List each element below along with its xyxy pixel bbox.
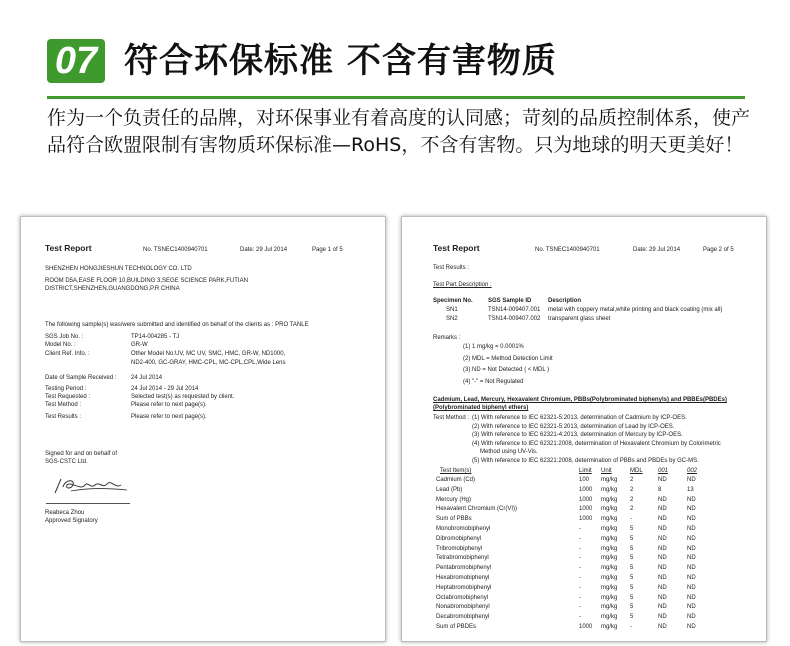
specimen-id: TSN14-009407.001 [488,307,541,313]
table-cell: 5 [630,565,634,572]
table-cell: mg/kg [601,555,618,562]
table-cell: - [579,575,581,581]
table-header-cell: MDL [630,468,643,474]
table-cell: ND [687,477,696,483]
field-label: SGS Job No. : [45,334,84,340]
table-cell: 5 [630,604,634,611]
spec-header-id: SGS Sample ID [488,298,532,304]
table-cell: 1000 [579,496,593,503]
table-cell: mg/kg [601,624,618,630]
submitted-statement: The following sample(s) was/were submitted and identified on behalf of the clients as : PRO TANLE [45,322,309,328]
table-cell: 5 [630,535,634,542]
field-label: Test Requested : [45,394,91,400]
test-method-label: Test Method : [433,415,470,421]
report-number: No. TSNEC1400940701 [143,247,208,253]
section-number-badge: 07 [47,39,105,83]
table-cell: Sum of PBBs [436,516,472,523]
table-cell: Pentabromobiphenyl [436,565,492,572]
field-value: Please refer to next page(s). [131,402,207,408]
table-cell: - [579,526,581,532]
section-title: 符合环保标准 不含有害物质 [124,41,557,81]
field-label: Test Method : [45,402,82,408]
table-cell: 2 [630,486,634,493]
table-cell: mg/kg [601,565,618,572]
report-title: Test Report [45,243,92,253]
table-cell: ND [687,555,696,562]
table-cell: Nonabromobiphenyl [436,604,490,611]
table-cell: mg/kg [601,575,618,581]
table-cell: ND [658,506,667,513]
table-cell: ND [658,555,667,562]
table-cell: ND [658,535,667,542]
field-value: ND2-400, GC-GRAY, HMC-CPL, MC-CPL,CPL,Wide Lens [131,360,286,366]
table-cell: Cadmium (Cd) [436,477,476,483]
remarks-label: Remarks : [433,335,461,341]
table-cell: ND [687,604,696,611]
table-cell: ND [687,565,696,572]
table-cell: ND [658,545,667,552]
field-value: Please refer to next page(s). [131,414,207,420]
table-header-cell: 002 [687,468,698,474]
specimen-desc: transparent glass sheet [548,316,611,322]
remark-item: (4) "-" = Not Regulated [463,378,524,385]
table-cell: 5 [630,526,634,532]
method-item: Method using UV-Vis. [480,449,538,455]
remark-item: (2) MDL = Method Detection Limit [463,355,553,362]
table-cell: mg/kg [601,496,618,503]
table-cell: 5 [630,555,634,562]
table-cell: 5 [630,614,634,621]
method-item: (5) With reference to IEC 62321:2008, determination of PBBs and PBDEs by GC-MS. [472,457,699,464]
table-cell: - [630,516,632,523]
table-cell: mg/kg [601,614,618,621]
section-heading-line-1: Cadmium, Lead, Mercury, Hexavalent Chromium, PBBs(Polybrominated biphenyls) and PBBEs(PBDEs) [433,397,727,403]
table-cell: 1000 [579,516,593,523]
specimen-no: SN1 [446,307,458,313]
table-cell: mg/kg [601,486,618,493]
table-cell: - [579,604,581,611]
table-cell: Hexabromobiphenyl [436,575,490,581]
report-date: Date: 29 Jul 2014 [633,247,681,253]
signer-name: Reabeca Zhou [45,510,85,516]
field-label: Model No. : [45,342,76,348]
table-cell: Mercury (Hg) [436,496,472,503]
table-cell: 1000 [579,624,593,630]
specimen-desc: metal with coppery metal,white printing and black coating (mix all) [548,307,723,313]
title-divider [47,96,745,99]
table-cell: Tetrabromobiphenyl [436,555,489,562]
field-label: Testing Period : [45,386,87,392]
page-indicator: Page 1 of 5 [312,247,343,253]
table-cell: ND [658,526,667,532]
field-value: 24 Jul 2014 [131,375,163,381]
part-description-label: Test Part Description : [433,282,492,288]
section-heading-line-2: (Polybrominated biphenyl ethers) [433,405,529,411]
table-cell: - [579,565,581,572]
field-value: Other Model No:UV, MC UV, SMC, HMC, GR-W, ND1000, [131,351,286,357]
table-cell: mg/kg [601,506,618,513]
method-item: (2) With reference to IEC 62321-5:2013, determination of Lead by ICP-OES. [472,423,675,430]
table-cell: 5 [630,545,634,552]
table-cell: 1000 [579,486,593,493]
table-cell: 5 [630,575,634,581]
table-cell: ND [687,516,696,523]
table-cell: mg/kg [601,477,618,483]
remark-item: (1) 1 mg/kg = 0.0001% [463,344,524,350]
table-cell: ND [687,624,696,630]
intro-paragraph: 作为一个负责任的品牌，对环保事业有着高度的认同感；苛刻的品质控制体系，使产品符合欧盟限制有害物质环保标准—RoHS，不含有害物。只为地球的明天更美好！ [47,107,751,156]
signed-line-2: SGS-CSTC Ltd. [45,459,88,465]
table-cell: ND [687,526,696,532]
table-cell: mg/kg [601,526,618,532]
table-cell: ND [687,584,696,591]
page-indicator: Page 2 of 5 [703,247,734,253]
field-label: Test Results : [45,414,82,420]
remark-item: (3) ND = Not Detected ( < MDL ) [463,367,550,373]
table-cell: ND [658,614,667,621]
table-cell: 8 [658,486,662,493]
table-cell: - [579,535,581,542]
table-cell: - [579,584,581,591]
table-cell: 5 [630,594,634,601]
table-cell: 2 [630,496,634,503]
spec-header-desc: Description [548,298,582,304]
test-report-page-2 [401,216,767,642]
field-label: Client Ref. Info. : [45,351,90,357]
report-title: Test Report [433,243,480,253]
table-cell: ND [687,545,696,552]
table-cell: Octabromobiphenyl [436,594,489,601]
table-cell: mg/kg [601,594,618,601]
table-cell: Monobromobiphenyl [436,526,491,532]
table-cell: ND [687,614,696,621]
specimen-id: TSN14-009407.002 [488,316,541,322]
table-cell: ND [658,594,667,601]
table-cell: mg/kg [601,584,618,591]
spec-header-no: Specimen No. [433,298,473,304]
table-cell: 2 [630,506,634,513]
method-item: (1) With reference to IEC 62321-5:2013, determination of Cadmium by ICP-OES. [472,415,687,421]
table-cell: 100 [579,477,590,483]
method-item: (3) With reference to IEC 62321-4:2013, determination of Mercury by ICP-OES. [472,432,683,438]
table-cell: ND [658,477,667,483]
field-value: GR-W [131,342,148,348]
table-cell: ND [658,496,667,503]
table-cell: 5 [630,584,634,591]
field-value: Selected test(s) as requested by client. [131,394,235,400]
field-value: 24 Jul 2014 - 29 Jul 2014 [131,386,199,392]
signer-title: Approved Signatory [45,518,98,524]
report-number: No. TSNEC1400940701 [535,247,600,253]
signature-line [46,503,130,504]
field-label: Date of Sample Received : [45,375,117,381]
table-cell: mg/kg [601,545,618,552]
table-cell: Dibromobiphenyl [436,535,482,542]
method-item: (4) With reference to IEC 62321:2008, determination of Hexavalent Chromium by Colorimetric [472,440,721,447]
results-label: Test Results : [433,265,470,271]
test-report-page-1 [20,216,386,642]
table-cell: ND [687,506,696,513]
table-cell: mg/kg [601,535,618,542]
table-cell: ND [687,594,696,601]
address-line-2: DISTRICT,SHENZHEN,GUANGDONG,P.R CHINA [45,286,180,292]
table-header-cell: Unit [601,468,612,474]
report-date: Date: 29 Jul 2014 [240,247,288,253]
address-line-1: ROOM D5A,EASE FLOOR 10,BUILDING 3,SEGE SCIENCE PARK,FUTIAN [45,278,248,284]
table-cell: ND [658,565,667,572]
table-cell: - [579,614,581,621]
table-cell: ND [658,604,667,611]
table-header-cell: Test Item(s) [440,468,472,474]
table-cell: mg/kg [601,516,618,523]
table-cell: - [579,594,581,601]
table-cell: mg/kg [601,604,618,611]
specimen-no: SN2 [446,316,458,322]
table-cell: ND [658,516,667,523]
table-cell: - [579,545,581,552]
table-cell: ND [687,575,696,581]
table-cell: - [630,624,632,630]
table-cell: ND [687,496,696,503]
table-cell: ND [658,624,667,630]
company-name: SHENZHEN HONGJIESHUN TECHNOLOGY CO. LTD [45,266,192,272]
table-cell: Hexavalent Chromium (Cr(VI)) [436,506,518,513]
table-cell: 13 [687,486,694,493]
table-cell: ND [658,584,667,591]
table-cell: Sum of PBDEs [436,624,477,630]
table-header-cell: 001 [658,468,669,474]
field-value: TP14-004285 - TJ [131,334,180,340]
table-cell: 1000 [579,506,593,513]
table-header-cell: Limit [579,468,592,474]
table-cell: Heptabromobiphenyl [436,584,492,591]
table-cell: ND [687,535,696,542]
table-cell: 2 [630,477,634,483]
table-cell: ND [658,575,667,581]
table-cell: Lead (Pb) [436,486,463,493]
table-cell: - [579,555,581,562]
table-cell: Decabromobiphenyl [436,614,490,621]
table-cell: Tribromobiphenyl [436,545,483,552]
signature-image [51,475,131,497]
signed-line-1: Signed for and on behalf of [45,451,118,457]
